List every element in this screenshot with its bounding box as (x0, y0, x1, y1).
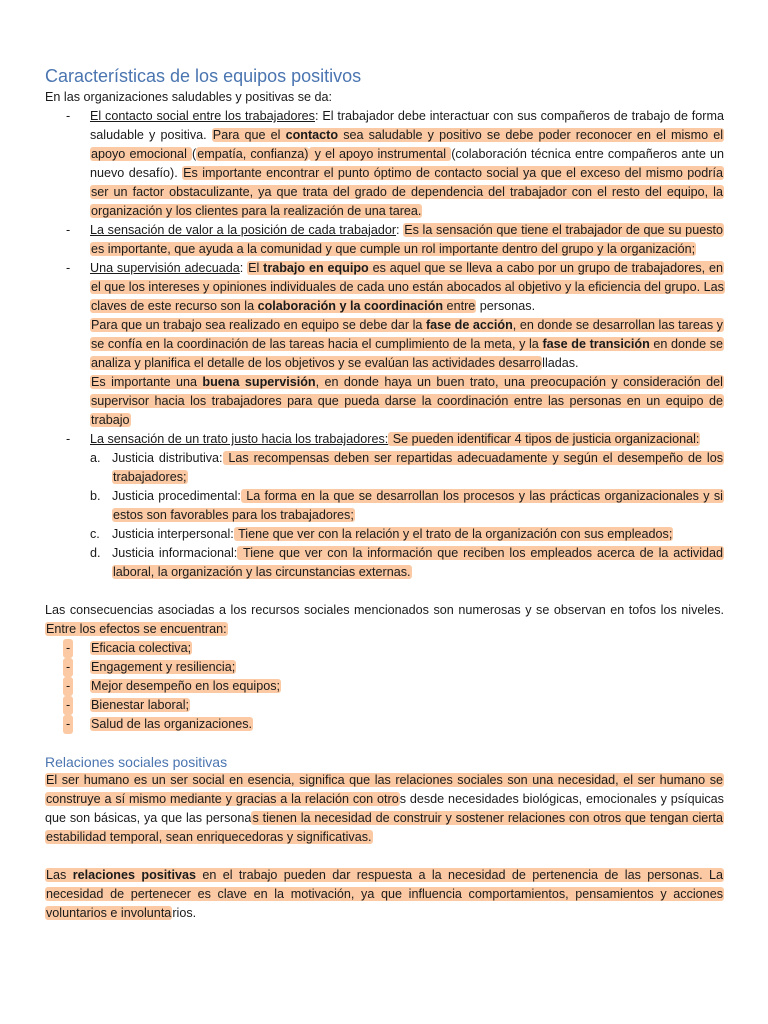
highlight: Engagement y resiliencia; (91, 660, 236, 674)
justice-item (90, 449, 724, 487)
text: entre (443, 299, 476, 313)
bold-text: relaciones positivas (72, 868, 196, 882)
positive-relations-paragraph (45, 866, 724, 923)
text: ( (192, 147, 197, 161)
effect-item (90, 639, 724, 658)
highlight: Bienestar laboral; (91, 698, 190, 712)
highlight: Es la sensación que tiene el trabajador de que su puesto es importante, que ayuda a la comunidad y que cumple un rol importante dentro del grupo y la organización; (91, 223, 723, 256)
spacer (45, 847, 724, 866)
highlight: Eficacia colectiva; (91, 641, 192, 655)
text: Las consecuencias asociadas a los recursos sociales mencionados son numerosas y se observan en tofos los niveles. (45, 603, 724, 617)
justice-label: Justicia interpersonal: (112, 527, 234, 541)
list-item-social-contact (90, 107, 724, 221)
text: rios. (172, 906, 197, 920)
text: es aquel que se lleva a cabo por un grupo de trabajadores, en el que los intereses y opiniones individuales de cada uno están abocados al objetivo y la eficiencia del grupo. Las claves de este recurso son la (91, 261, 724, 313)
text: El (248, 261, 264, 275)
bold-text: buena supervisión (202, 375, 316, 389)
justice-item (90, 544, 724, 582)
text: personas. (476, 299, 536, 313)
effect-item (90, 658, 724, 677)
highlight (45, 868, 724, 920)
text: en el trabajo pueden dar respuesta a la necesidad de pertenencia de las personas. La necesidad de pertenecer es clave en la motivación, ya que influencia comportamientos, pensamientos y acciones voluntarios e involunta (46, 868, 723, 920)
item-heading: La sensación de un trato justo hacia los trabajadores: (90, 432, 389, 446)
highlight: Entre los efectos se encuentran: (46, 622, 227, 636)
list-marker: c. (90, 527, 100, 541)
highlight: Se pueden identificar 4 tipos de justicia organizacional: (389, 432, 700, 446)
justice-item (90, 525, 724, 544)
justice-label: Justicia distributiva: (112, 451, 223, 465)
highlight: El ser humano es un ser social en esencia, significa que las relaciones sociales son una necesidad, el ser humano se construye a sí mismo mediante y gracias a la relación con otro (46, 773, 723, 806)
highlight: empatía, confianza) (197, 147, 309, 161)
list-item-supervision (90, 259, 724, 430)
highlight: Las recompensas deben ser repartidas adecuadamente y según el desempeño de los trabajadores; (113, 451, 724, 484)
bold-text: fase de acción (425, 318, 513, 332)
text: : (239, 261, 248, 275)
effect-item (90, 696, 724, 715)
text: , en donde se desarrollan las tareas y se confía en la coordinación de las tareas hacia el cumplimiento de la meta, y la (91, 318, 723, 351)
justice-types-list (90, 449, 724, 582)
list-item-position-value (90, 221, 724, 259)
text: Para que el (212, 128, 286, 142)
item-heading: Una supervisión adecuada (90, 261, 240, 275)
social-relations-paragraph (45, 771, 724, 847)
text: , en donde haya un buen trato, una preocupación y consideración del supervisor hacia los trabajadores para que pueda darse la coordinación entre las personas en un equipo de trabajo (91, 375, 723, 427)
list-marker: d. (90, 546, 101, 560)
highlight: Tiene que ver con la información que reciben los empleados acerca de la actividad laboral, la organización y las circunstancias externas. (113, 546, 724, 579)
highlight (90, 375, 724, 427)
text: : (396, 223, 404, 237)
highlight: Mejor desempeño en los equipos; (91, 679, 281, 693)
highlight (90, 318, 724, 370)
list-marker: a. (90, 451, 101, 465)
consequences-paragraph (45, 601, 724, 639)
highlight: La forma en la que se desarrollan los procesos y las prácticas organizacionales y si estos son favorables para los trabajadores; (113, 489, 723, 522)
spacer (45, 734, 724, 753)
spacer (45, 582, 724, 601)
highlight: Es importante encontrar el punto óptimo de contacto social ya que el exceso del mismo podría ser un factor obstaculizante, ya que trata del grado de dependencia del trabajador con el resto del equipo, la organización y los clientes para la realización de una tarea. (91, 166, 723, 218)
text: en donde se analiza y planifica el detalle de los objetivos y se evalúan las actividades desarro (91, 337, 724, 370)
justice-label: Justicia informacional: (112, 546, 238, 560)
section-title: Características de los equipos positivos (45, 66, 362, 86)
text: (colaboración técnica entre compañeros ante un nuevo desafío). (90, 147, 725, 180)
item-heading: El contacto social entre los trabajadores (90, 109, 315, 123)
text: s desde necesidades biológicas, emocionales y psíquicas que son básicas, ya que las persona (45, 792, 724, 825)
bold-text: colaboración y la coordinación (257, 299, 444, 313)
justice-label: Justicia procedimental: (112, 489, 241, 503)
highlight: y el apoyo instrumental (310, 147, 451, 161)
effect-item (90, 715, 724, 734)
item-heading: La sensación de valor a la posición de cada trabajador (90, 223, 397, 237)
bold-text: fase de transición (542, 337, 650, 351)
list-item-fair-treatment (90, 430, 724, 582)
text: : El trabajador debe interactuar con sus compañeros de trabajo de forma saludable y positiva. (90, 109, 724, 142)
effect-item (90, 677, 724, 696)
text: lladas. (542, 356, 579, 370)
highlight: Salud de las organizaciones. (91, 717, 253, 731)
justice-item (90, 487, 724, 525)
section-subtitle: Relaciones sociales positivas (45, 754, 228, 770)
highlight: s tienen la necesidad de construir y sostener relaciones con otros que tengan cierta estabilidad temporal, sean enriquecedoras y significativas. (46, 811, 724, 844)
text: Para que un trabajo sea realizado en equipo se debe dar la (91, 318, 426, 332)
effects-list (45, 639, 724, 734)
text: sea saludable y positivo se debe poder reconocer en el mismo el apoyo emocional (91, 128, 723, 161)
list-marker: b. (90, 489, 101, 503)
text: Es importante una (91, 375, 203, 389)
characteristics-list (45, 107, 724, 582)
bold-text: contacto (285, 128, 339, 142)
bold-text: trabajo en equipo (263, 261, 369, 275)
highlight: Tiene que ver con la relación y el trato de la organización con sus empleados; (234, 527, 673, 541)
text: Las (46, 868, 73, 882)
intro-text: En las organizaciones saludables y positivas se da: (45, 90, 333, 104)
